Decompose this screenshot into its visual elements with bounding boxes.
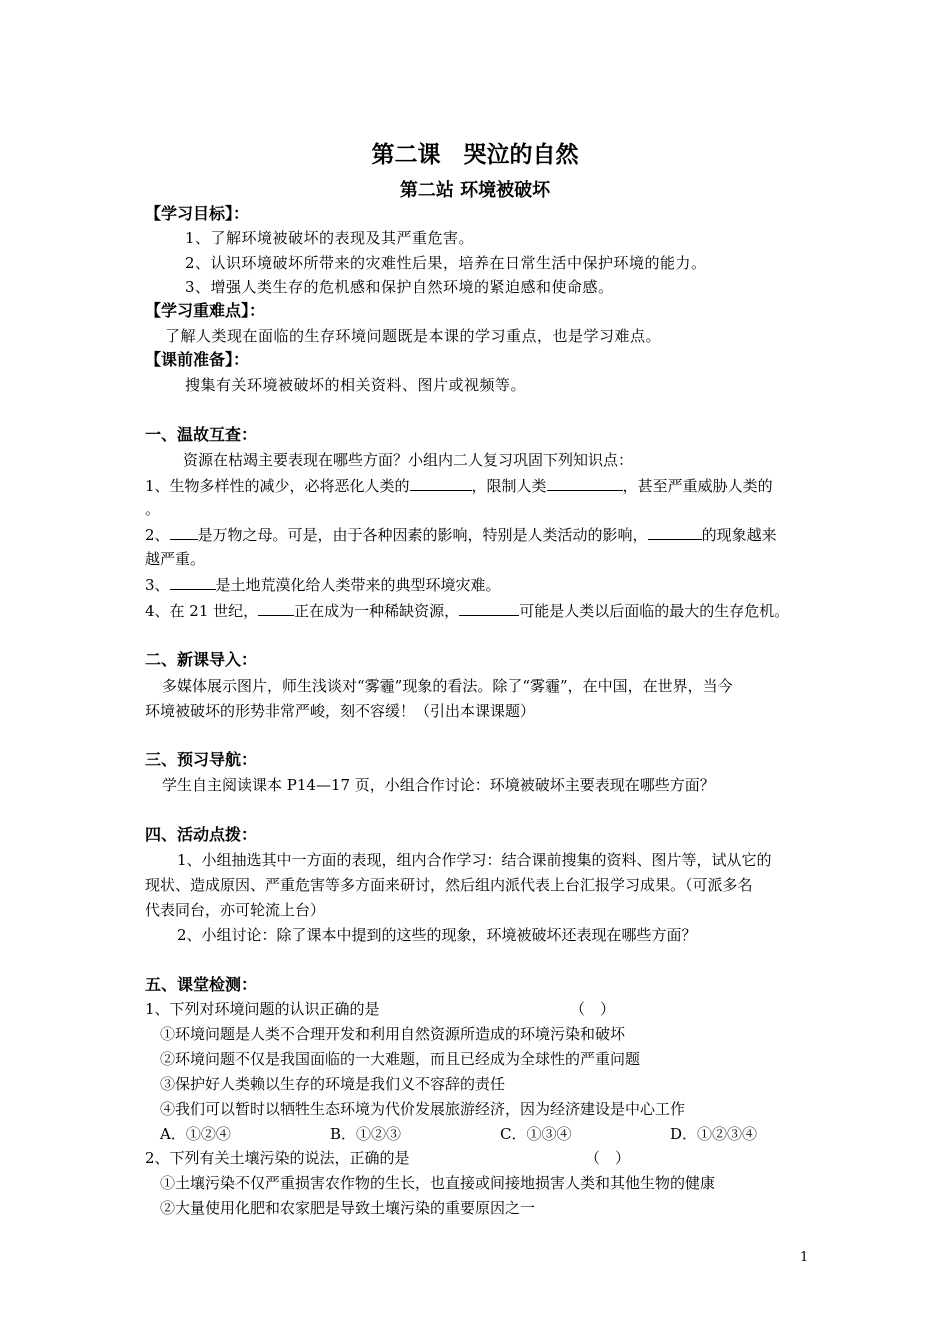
answer-parenthesis: （ ） [585, 1149, 631, 1167]
preparation-heading: 【课前准备】： [145, 350, 250, 369]
intro-line: 多媒体展示图片，师生浅谈对“雾霾”现象的看法。除了“雾霾”，在中国，在世界，当今 [162, 677, 733, 695]
activity-heading: 四、活动点拨： [145, 825, 258, 844]
preparation-text: 搜集有关环境被破坏的相关资料、图片或视频等。 [185, 376, 527, 394]
fill-blank[interactable] [258, 600, 294, 616]
keypoints-heading: 【学习重难点】： [145, 301, 266, 320]
fill-blank[interactable] [170, 524, 198, 540]
fill-blank[interactable] [648, 524, 702, 540]
intro-line: 环境被破坏的形势非常严峻，刻不容缓！（引出本课课题） [145, 702, 536, 720]
review-question-4: 4、在 21 世纪， 正在成为一种稀缺资源， 可能是人类以后面临的最大的生存危机。 [145, 602, 790, 620]
test-question-item: ①土壤污染不仅严重损害农作物的生长，也直接或间接地损害人类和其他生物的健康 [160, 1174, 716, 1192]
option-a: A．①②④ [160, 1125, 231, 1143]
test-question-item: ③保护好人类赖以生存的环境是我们义不容辞的责任 [160, 1075, 506, 1093]
intro-heading: 二、新课导入： [145, 650, 258, 669]
activity-line: 2、小组讨论：除了课本中提到的这些的现象，环境被破坏还表现在哪些方面？ [177, 926, 697, 944]
option-d: D．①②③④ [670, 1125, 758, 1143]
test-question-item: ④我们可以暂时以牺牲生态环境为代价发展旅游经济，因为经济建设是中心工作 [160, 1100, 686, 1118]
activity-line: 1、小组抽选其中一方面的表现，组内合作学习：结合课前搜集的资料、图片等，试从它的 [177, 851, 772, 869]
review-question-2-cont: 越严重。 [145, 550, 206, 568]
review-question-1: 1、生物多样性的减少，必将恶化人类的 ，限制人类 ，甚至严重威胁人类的 [145, 477, 773, 495]
option-c: C．①③④ [500, 1125, 572, 1143]
review-question-2: 2、 是万物之母。可是，由于各种因素的影响，特别是人类活动的影响， 的现象越来 [145, 526, 777, 544]
fill-blank[interactable] [170, 574, 216, 590]
fill-blank[interactable] [410, 475, 472, 491]
test-question-item: ①环境问题是人类不合理开发和利用自然资源所造成的环境污染和破坏 [160, 1025, 626, 1043]
review-heading: 一、温故互查： [145, 425, 258, 444]
test-question-1: 1、下列对环境问题的认识正确的是 [145, 1000, 380, 1018]
preview-text: 学生自主阅读课本 P14—17 页，小组合作讨论：环境被破坏主要表现在哪些方面？ [162, 776, 715, 794]
objective-item: 2、认识环境破坏所带来的灾难性后果，培养在日常生活中保护环境的能力。 [185, 254, 707, 272]
keypoints-text: 了解人类现在面临的生存环境问题既是本课的学习重点，也是学习难点。 [165, 327, 662, 345]
answer-parenthesis: （ ） [570, 1000, 616, 1018]
review-intro: 资源在枯竭主要表现在哪些方面？小组内二人复习巩固下列知识点： [183, 451, 634, 469]
fill-blank[interactable] [547, 475, 623, 491]
test-question-2: 2、下列有关土壤污染的说法，正确的是 [145, 1149, 410, 1167]
page-subtitle: 第二站 环境被破坏 [399, 180, 551, 201]
page-title: 第二课 哭泣的自然 [371, 142, 579, 168]
activity-line: 代表同台，亦可轮流上台） [145, 901, 326, 919]
objectives-heading: 【学习目标】： [145, 204, 250, 223]
activity-line: 现状、造成原因、严重危害等多方面来研讨，然后组内派代表上台汇报学习成果。（可派多名 [145, 876, 753, 894]
objective-item: 3、增强人类生存的危机感和保护自然环境的紧迫感和使命感。 [185, 278, 614, 296]
test-heading: 五、课堂检测： [145, 975, 258, 994]
page-number: 1 [800, 1250, 809, 1265]
fill-blank[interactable] [459, 600, 519, 616]
objective-item: 1、了解环境被破坏的表现及其严重危害。 [185, 229, 475, 247]
review-question-3: 3、 是土地荒漠化给人类带来的典型环境灾难。 [145, 576, 501, 594]
test-question-item: ②大量使用化肥和农家肥是导致土壤污染的重要原因之一 [160, 1199, 536, 1217]
answer-options [160, 1124, 840, 1144]
option-b: B．①②③ [330, 1125, 402, 1143]
preview-heading: 三、预习导航： [145, 750, 258, 769]
test-question-item: ②环境问题不仅是我国面临的一大难题，而且已经成为全球性的严重问题 [160, 1050, 641, 1068]
review-question-1-end: 。 [145, 500, 161, 518]
